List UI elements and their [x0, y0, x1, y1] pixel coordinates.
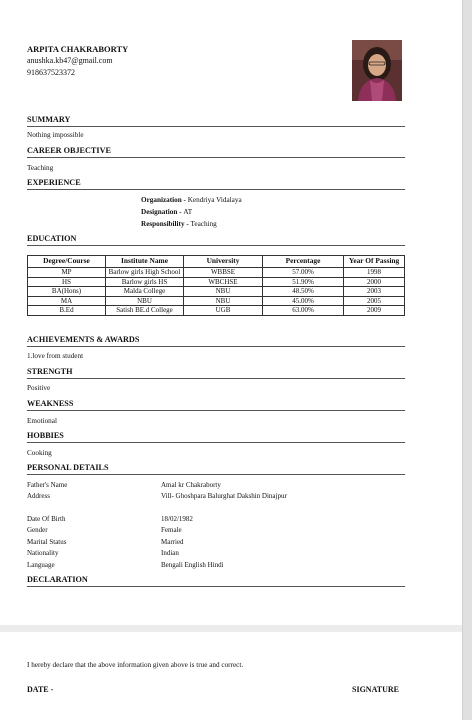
signature-label: SIGNATURE	[352, 685, 399, 694]
fathers-name-value: Amal kr Chakraborty	[161, 481, 221, 489]
table-cell: WBCHSE	[184, 277, 263, 287]
table-cell: NBU	[184, 296, 263, 306]
address-value: Vill- Ghoshpara Balurghat Dakshin Dinajpur	[161, 492, 287, 500]
personal-details-heading: PERSONAL DETAILS	[27, 463, 405, 475]
email-text: anushka.kb47@gmail.com	[27, 56, 113, 65]
table-cell: NBU	[106, 296, 184, 306]
summary-heading: SUMMARY	[27, 115, 405, 127]
declaration-heading: DECLARATION	[27, 575, 405, 587]
weakness-heading: WEAKNESS	[27, 399, 405, 411]
table-row	[28, 296, 405, 306]
experience-responsibility: Responsibility - Teaching	[141, 220, 217, 228]
table-cell: MP	[28, 268, 106, 278]
table-cell: 1998	[344, 268, 405, 278]
vertical-scrollbar[interactable]	[462, 0, 472, 720]
strength-text: Positive	[27, 384, 51, 392]
table-cell: Malda College	[106, 287, 184, 297]
language-label: Language	[27, 561, 55, 569]
table-cell: 2003	[344, 287, 405, 297]
table-row	[28, 268, 405, 278]
table-cell: B.Ed	[28, 306, 106, 316]
table-cell: HS	[28, 277, 106, 287]
dob-label: Date Of Birth	[27, 515, 66, 523]
table-cell: Barlow girls High School	[106, 268, 184, 278]
table-row	[28, 277, 405, 287]
table-cell: WBBSE	[184, 268, 263, 278]
career-objective-heading: CAREER OBJECTIVE	[27, 146, 405, 158]
table-cell: 45.00%	[263, 296, 344, 306]
table-cell: Satish BE.d College	[106, 306, 184, 316]
table-cell: UGB	[184, 306, 263, 316]
column-header: Percentage	[263, 256, 344, 268]
address-label: Address	[27, 492, 50, 500]
experience-heading: EXPERIENCE	[27, 178, 405, 190]
summary-text: Nothing impossible	[27, 131, 84, 139]
column-header: Year Of Passing	[344, 256, 405, 268]
gender-label: Gender	[27, 526, 48, 534]
column-header: University	[184, 256, 263, 268]
hobbies-text: Cooking	[27, 449, 52, 457]
table-cell: 2009	[344, 306, 405, 316]
resume-page-2	[0, 632, 462, 720]
table-row	[28, 287, 405, 297]
education-heading: EDUCATION	[27, 234, 405, 246]
weakness-text: Emotional	[27, 417, 57, 425]
dob-value: 18/02/1982	[161, 515, 193, 523]
achievements-text: 1.love from student	[27, 352, 84, 360]
experience-organization: Organization - Kendriya Vidalaya	[141, 196, 242, 204]
table-cell: 63.00%	[263, 306, 344, 316]
education-table	[27, 255, 405, 316]
profile-photo	[352, 40, 402, 101]
fathers-name-label: Father's Name	[27, 481, 68, 489]
column-header: Degree/Course	[28, 256, 106, 268]
hobbies-heading: HOBBIES	[27, 431, 405, 443]
table-cell: Barlow girls HS	[106, 277, 184, 287]
table-cell: MA	[28, 296, 106, 306]
gender-value: Female	[161, 526, 182, 534]
phone-text: 918637523372	[27, 68, 75, 77]
column-header: Institute Name	[106, 256, 184, 268]
achievements-heading: ACHIEVEMENTS & AWARDS	[27, 335, 405, 347]
declaration-text: I hereby declare that the above information given above is true and correct.	[27, 661, 244, 669]
marital-status-value: Married	[161, 538, 184, 546]
education-header-row	[28, 256, 405, 268]
nationality-label: Nationality	[27, 549, 59, 557]
date-label: DATE -	[27, 685, 54, 694]
table-cell: 2005	[344, 296, 405, 306]
marital-status-label: Marital Status	[27, 538, 67, 546]
nationality-value: Indian	[161, 549, 179, 557]
language-value: Bengali English Hindi	[161, 561, 224, 569]
table-cell: 48.50%	[263, 287, 344, 297]
candidate-name: ARPITA CHAKRABORTY	[27, 44, 129, 54]
table-row	[28, 306, 405, 316]
table-cell: 2000	[344, 277, 405, 287]
table-cell: 57.00%	[263, 268, 344, 278]
table-cell: BA(Hons)	[28, 287, 106, 297]
career-objective-text: Teaching	[27, 164, 54, 172]
experience-designation: Designation - AT	[141, 208, 193, 216]
strength-heading: STRENGTH	[27, 367, 405, 379]
table-cell: NBU	[184, 287, 263, 297]
table-cell: 51.90%	[263, 277, 344, 287]
